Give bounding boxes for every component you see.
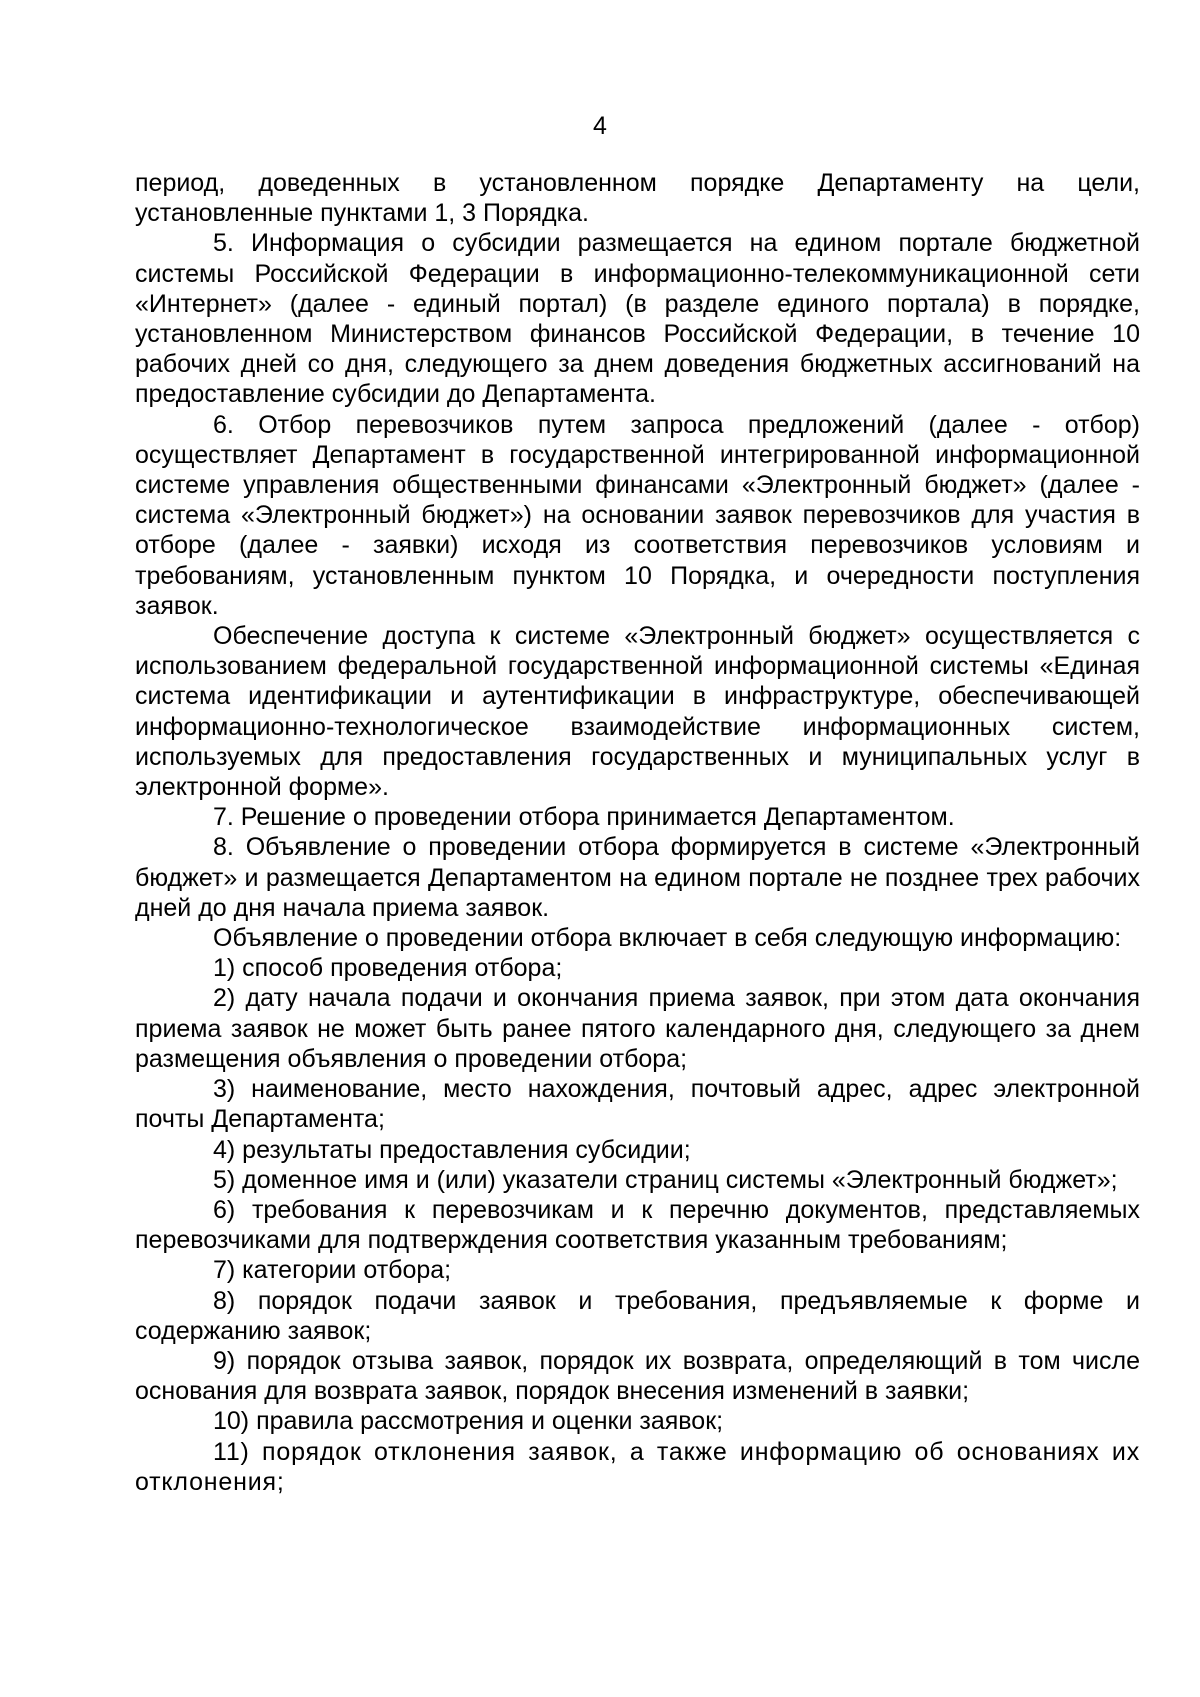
- paragraph-item-7: 7. Решение о проведении отбора принимается Департаментом.: [213, 803, 955, 832]
- paragraph-item-8: 8. Объявление о проведении отбора формируется в системе «Электронный бюджет» и размещается Департаментом на едином портале не позднее трех рабочих дней до дня начала приема заявок.: [135, 833, 1140, 922]
- list-item-11: 11) порядок отклонения заявок, а также информацию об основаниях их отклонения;: [135, 1437, 1140, 1496]
- list-item-2: 2) дату начала подачи и окончания приема заявок, при этом дата окончания приема заявок не может быть ранее пятого календарного дня, следующего за днем размещения объявления о проведении отбора;: [135, 984, 1140, 1073]
- list-item-9: 9) порядок отзыва заявок, порядок их возврата, определяющий в том числе основания для возврата заявок, порядок внесения изменений в заявки;: [135, 1346, 1140, 1406]
- list-item-1: 1) способ проведения отбора;: [213, 954, 563, 983]
- paragraph-continuation: период, доведенных в установленном порядке Департаменту на цели, установленные пунктами 1, 3 Порядка.: [135, 169, 1140, 228]
- paragraph-access: Обеспечение доступа к системе «Электронный бюджет» осуществляется с использованием федеральной государственной информационной системы «Единая система идентификации и аутентификации в инфраструктуре, обеспечивающей информационно-технологическое взаимодействие информационных систем, используемых для предоставления государственных и муниципальных услуг в электронной форме».: [135, 622, 1140, 802]
- page-number: 4: [593, 112, 607, 140]
- list-item-6: 6) требования к перевозчикам и к перечню документов, представляемых перевозчиками для подтверждения соответствия указанным требованиям;: [135, 1195, 1140, 1255]
- paragraph-item-6: 6. Отбор перевозчиков путем запроса предложений (далее - отбор) осуществляет Департамент в государственной интегрированной информационной системе управления общественными финансами «Электронный бюджет» (далее - система «Электронный бюджет») на основании заявок перевозчиков для участия в отборе (далее - заявки) исходя из соответствия перевозчиков условиям и требованиям, установленным пунктом 10 Порядка, и очередности поступления заявок.: [135, 410, 1140, 620]
- list-item-7: 7) категории отбора;: [213, 1256, 452, 1285]
- list-item-5: 5) доменное имя и (или) указатели страниц системы «Электронный бюджет»;: [213, 1165, 1118, 1194]
- document-body: [135, 168, 1140, 1497]
- list-item-8: 8) порядок подачи заявок и требования, предъявляемые к форме и содержанию заявок;: [135, 1286, 1140, 1345]
- paragraph-announcement: Объявление о проведении отбора включает в себя следующую информацию:: [213, 924, 1122, 953]
- list-item-10: 10) правила рассмотрения и оценки заявок;: [213, 1407, 724, 1436]
- list-item-4: 4) результаты предоставления субсидии;: [213, 1135, 691, 1164]
- paragraph-item-5: 5. Информация о субсидии размещается на едином портале бюджетной системы Российской Федерации в информационно-телекоммуникационной сети «Интернет» (далее - единый портал) (в разделе единого портала) в порядке, установленном Министерством финансов Российской Федерации, в течение 10 рабочих дней со дня, следующего за днем доведения бюджетных ассигнований на предоставление субсидии до Департамента.: [135, 229, 1140, 409]
- list-item-3: 3) наименование, место нахождения, почтовый адрес, адрес электронной почты Департамента;: [135, 1075, 1140, 1134]
